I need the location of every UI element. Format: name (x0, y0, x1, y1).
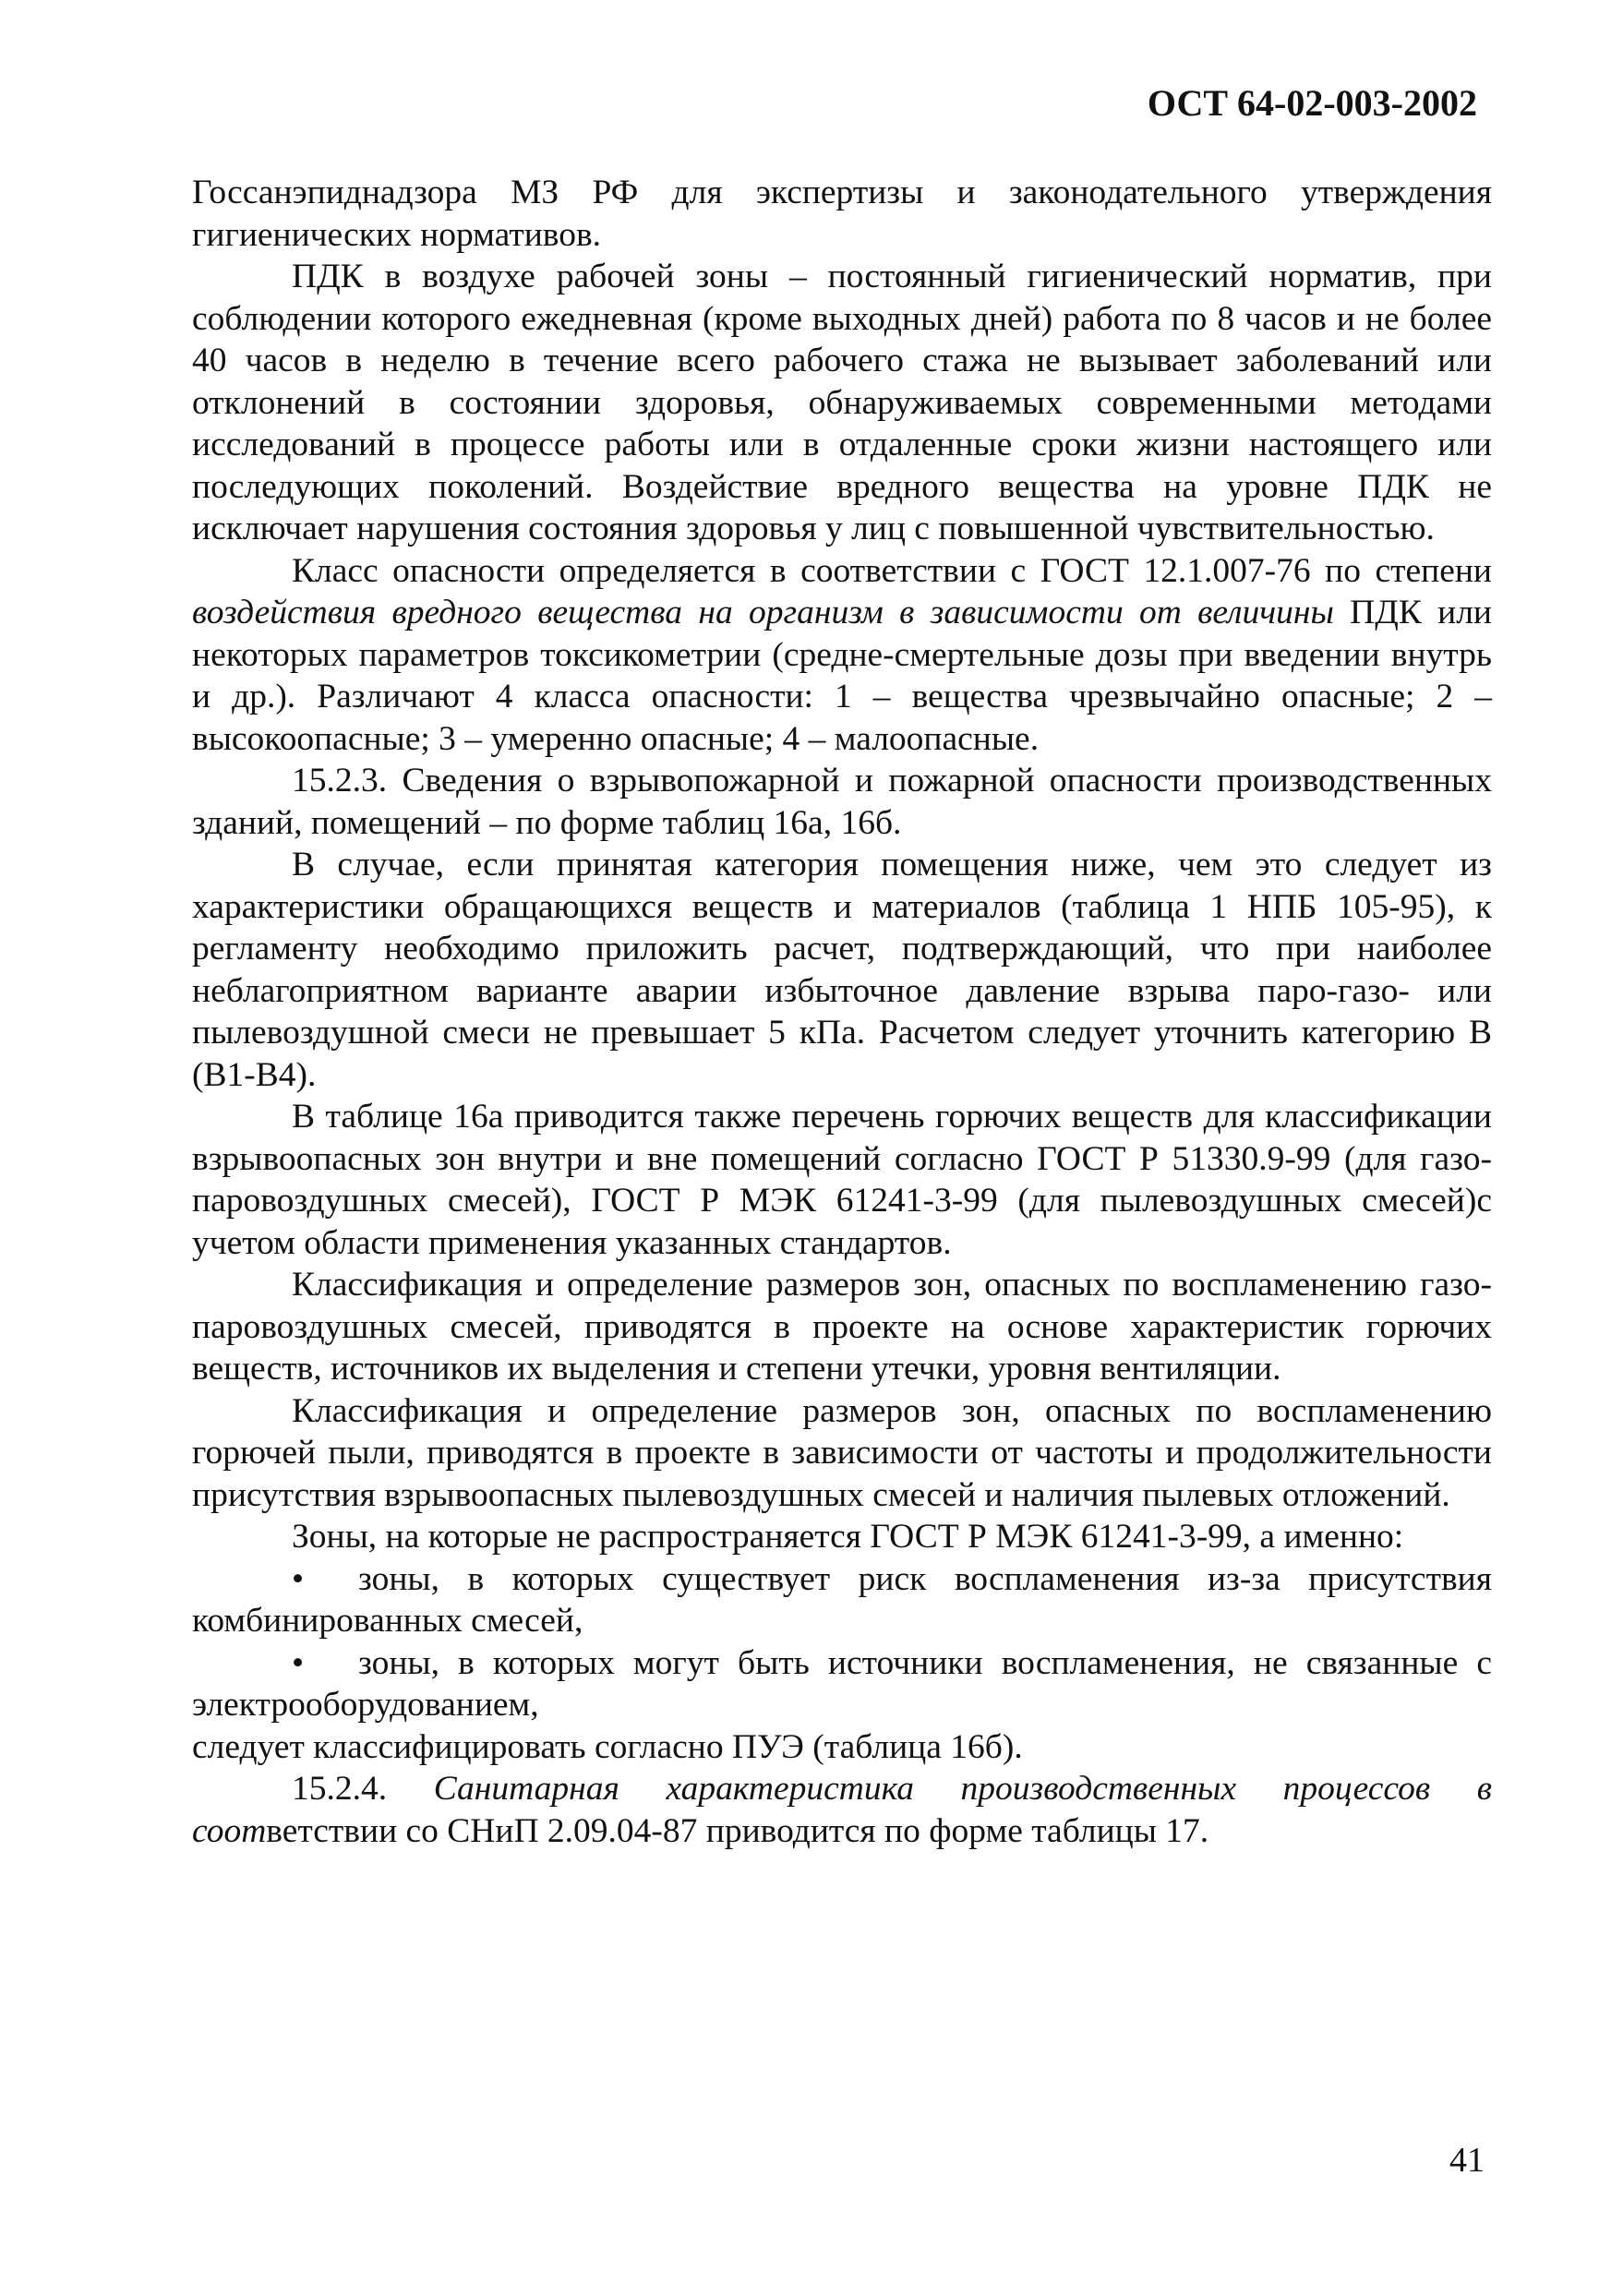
section-15-2-4-italic: Санитарная характеристика производственных процессов в соот (192, 1770, 1492, 1850)
paragraph-hazard-class-end: ПДК или некоторых параметров токсикометрии (средне-смертельные дозы при введении внутрь и др.). Различают 4 класса опасности: 1 – вещества чрезвычайно опасные; 2 – высокоопасные; 3 – умеренно опасные; 4 – малоопасные. (192, 594, 1493, 758)
section-15-2-4 (192, 1768, 1492, 1852)
list-item (192, 1558, 1492, 1642)
section-15-2-3: 15.2.3. Сведения о взрывопожарной и пожарной опасности производственных зданий, помещений – по форме таблиц 16а, 16б. (192, 762, 1492, 842)
section-15-2-4-end: ветствии со СНиП 2.09.04-87 приводится по форме таблицы 17. (266, 1811, 1209, 1850)
paragraph-gas-zones: Классификация и определение размеров зон, опасных по воспламенению газо-паровоздушных смесей, приводятся в проекте на основе характеристик горючих веществ, источников их выделения и степени утечки, уровня вентиляции. (192, 1266, 1492, 1388)
section-15-2-4-number: 15.2.4. (292, 1770, 434, 1808)
paragraph-zones-exceptions: Зоны, на которые не распространяется ГОСТ Р МЭК 61241-3-99, а именно: (292, 1518, 1404, 1556)
document-code: ОСТ 64-02-003-2002 (1147, 82, 1477, 124)
bullet-icon: • (292, 1559, 305, 1598)
paragraph-hazard-class (192, 550, 1492, 761)
paragraph-table-16a: В таблице 16а приводится также перечень горючих веществ для классификации взрывоопасных зон внутри и вне помещений согласно ГОСТ Р 51330.9-99 (для газо-паровоздушных смесей), ГОСТ Р МЭК 61241-3-99 (для пылевоздушных смесей)с учетом области применения указанных стандартов. (192, 1098, 1492, 1262)
paragraph-category: В случае, если принятая категория помещения ниже, чем это следует из характеристики обращающихся веществ и материалов (таблица 1 НПБ 105-95), к регламенту необходимо приложить расчет, подтверждающий, что при наиболее неблагоприятном варианте аварии избыточное давление взрыва паро-газо- или пылевоздушной смеси не превышает 5 кПа. Расчетом следует уточнить категорию В (В1-В4). (192, 846, 1492, 1094)
list-item-text: зоны, в которых могут быть источники воспламенения, не связанные с электрооборудованием, (192, 1643, 1492, 1724)
paragraph-hazard-class-italic: воздействия вредного вещества на организм в зависимости от величины (192, 594, 1334, 631)
page-number: 41 (1449, 2141, 1485, 2180)
bullet-icon: • (292, 1643, 305, 1682)
paragraph-pdk-definition: ПДК в воздухе рабочей зоны – постоянный гигиенический норматив, при соблюдении которого ежедневная (кроме выходных дней) работа по 8 часов и не более 40 часов в неделю в течение всего рабочего стажа не вызывает заболеваний или отклонений в состоянии здоровья, обнаруживаемых современными методами исследований в процессе работы или в отдаленные сроки жизни настоящего или последующих поколений. Воздействие вредного вещества на уровне ПДК не исключает нарушения состояния здоровья у лиц с повышенной чувствительностью. (192, 258, 1492, 547)
paragraph-1: Госсанэпиднадзора МЗ РФ для экспертизы и законодательного утверждения гигиенических нормативов. (192, 174, 1492, 254)
list-item-text: зоны, в которых существует риск воспламенения из-за присутствия комбинированных смесей, (192, 1559, 1492, 1640)
paragraph-dust-zones: Классификация и определение размеров зон, опасных по воспламенению горючей пыли, приводятся в проекте в зависимости от частоты и продолжительности присутствия взрывоопасных пылевоздушных смесей и наличия пылевых отложений. (192, 1391, 1492, 1514)
document-body (192, 172, 1492, 1852)
paragraph-hazard-class-start: Класс опасности определяется в соответствии с ГОСТ 12.1.007-76 по степени (292, 551, 1492, 590)
paragraph-classify-pue: следует классифицировать согласно ПУЭ (таблица 16б). (192, 1727, 1023, 1766)
list-item (192, 1642, 1492, 1726)
